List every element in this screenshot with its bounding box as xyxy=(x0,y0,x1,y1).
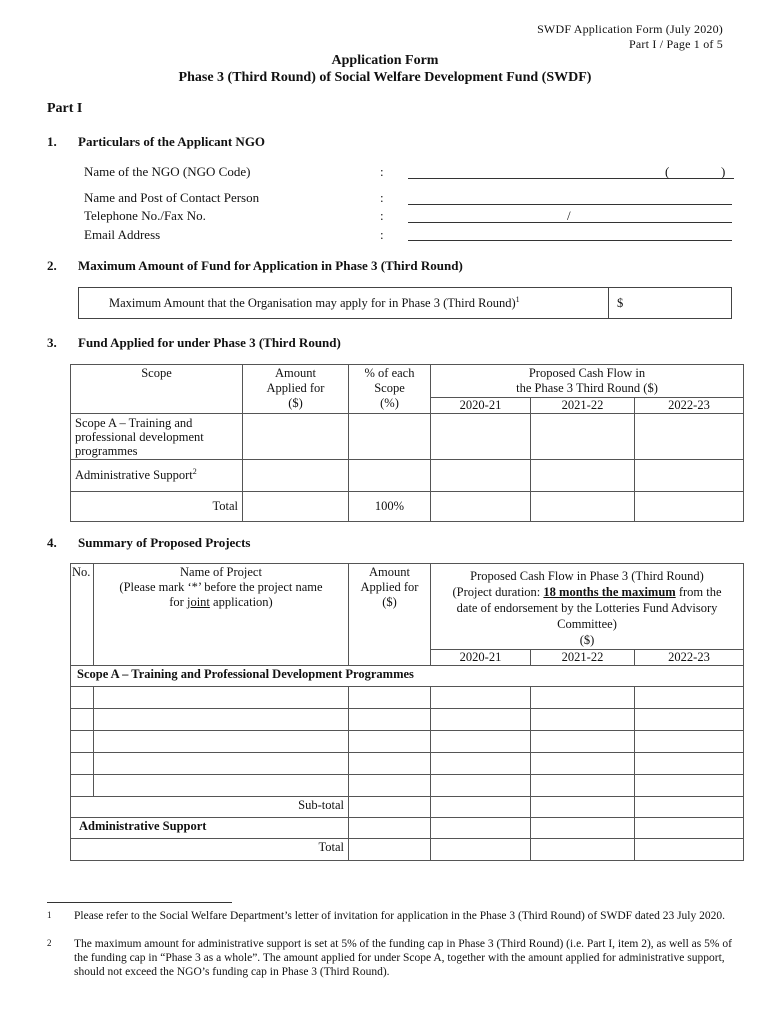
row-total-label: Total xyxy=(71,492,243,522)
project-2020-21-input[interactable] xyxy=(431,753,531,775)
header-amount-applied: Amount Applied for ($) xyxy=(243,365,349,414)
form-reference: SWDF Application Form (July 2020) xyxy=(537,22,723,36)
project-no-input[interactable] xyxy=(71,731,94,753)
scope-a-group-label: Scope A – Training and Professional Development Programmes xyxy=(71,666,744,687)
project-2020-21-input[interactable] xyxy=(431,775,531,797)
table-row xyxy=(71,709,744,731)
project-amount-input[interactable] xyxy=(349,775,431,797)
admin-support-2022-23-input[interactable] xyxy=(635,818,744,839)
ngo-name-label: Name of the NGO (NGO Code) xyxy=(84,164,251,179)
project-2022-23-input[interactable] xyxy=(635,687,744,709)
section-2-number: 2. xyxy=(47,258,57,273)
scope-a-2020-21-input[interactable] xyxy=(431,414,531,460)
scope-a-2022-23-input[interactable] xyxy=(635,414,744,460)
project-amount-input[interactable] xyxy=(349,731,431,753)
subtotal-2021-22-input[interactable] xyxy=(531,797,635,818)
email-colon: : xyxy=(380,227,384,242)
total-2022-23-input[interactable] xyxy=(635,492,744,522)
project-2022-23-input[interactable] xyxy=(635,731,744,753)
project-2022-23-input[interactable] xyxy=(635,709,744,731)
footnote-2-text: The maximum amount for administrative support is set at 5% of the funding cap in Phase 3 (Third Round) (i.e. Part I, item 2), as well as 5% of the funding cap in “Phase 3 as a whole”. The amount applied for under Scope A, together with the amount applied for administrative support, should not exceed the NGO’s funding cap in Phase 3 (Third Round). xyxy=(74,938,732,978)
section-1-number: 1. xyxy=(47,134,57,149)
project-no-input[interactable] xyxy=(71,775,94,797)
grand-total-label: Total xyxy=(71,839,349,861)
form-title: Application Form xyxy=(331,53,439,68)
section-4-number: 4. xyxy=(47,535,57,550)
project-no-input[interactable] xyxy=(71,753,94,775)
ngo-name-colon: : xyxy=(380,164,384,179)
admin-support-amount-input[interactable] xyxy=(349,818,431,839)
telephone-fax-slash: / xyxy=(567,208,571,223)
admin-2021-22-input[interactable] xyxy=(531,460,635,492)
total-percentage: 100% xyxy=(349,492,431,522)
project-name-input[interactable] xyxy=(94,687,349,709)
project-name-input[interactable] xyxy=(94,709,349,731)
header-percentage: % of each Scope (%) xyxy=(349,365,431,414)
telephone-fax-label: Telephone No./Fax No. xyxy=(84,208,206,223)
header-year-2022-23: 2022-23 xyxy=(635,398,744,414)
project-2022-23-input[interactable] xyxy=(635,775,744,797)
project-2021-22-input[interactable] xyxy=(531,775,635,797)
header-year-2020-21: 2020-21 xyxy=(431,398,531,414)
header-cash-flow: Proposed Cash Flow in Phase 3 (Third Round) (Project duration: 18 months the maximum from the date of endorsement by the Lotteries Fund Advisory Committee) ($) xyxy=(431,564,744,650)
project-2022-23-input[interactable] xyxy=(635,753,744,775)
admin-2020-21-input[interactable] xyxy=(431,460,531,492)
table-row xyxy=(71,775,744,797)
project-2020-21-input[interactable] xyxy=(431,709,531,731)
total-amount-input[interactable] xyxy=(243,492,349,522)
project-no-input[interactable] xyxy=(71,687,94,709)
section-2-title: Maximum Amount of Fund for Application in Phase 3 (Third Round) xyxy=(78,258,463,273)
proposed-projects-table xyxy=(70,563,744,861)
project-2020-21-input[interactable] xyxy=(431,687,531,709)
contact-person-label: Name and Post of Contact Person xyxy=(84,190,260,205)
table-row xyxy=(71,731,744,753)
page-reference: Part I / Page 1 of 5 xyxy=(629,37,723,51)
admin-amount-input[interactable] xyxy=(243,460,349,492)
part-label: Part I xyxy=(47,101,83,116)
admin-support-2021-22-input[interactable] xyxy=(531,818,635,839)
total-2020-21-input[interactable] xyxy=(431,492,531,522)
project-amount-input[interactable] xyxy=(349,687,431,709)
contact-person-colon: : xyxy=(380,190,384,205)
subtotal-2020-21-input[interactable] xyxy=(431,797,531,818)
scope-a-amount-input[interactable] xyxy=(243,414,349,460)
admin-support-label: Administrative Support xyxy=(71,818,349,839)
email-field[interactable] xyxy=(408,240,732,241)
header-cash-flow: Proposed Cash Flow in the Phase 3 Third Round ($) xyxy=(431,365,744,398)
admin-support-2020-21-input[interactable] xyxy=(431,818,531,839)
maximum-amount-table xyxy=(78,287,732,319)
section-4-title: Summary of Proposed Projects xyxy=(78,535,251,550)
header-year-2020-21: 2020-21 xyxy=(431,650,531,666)
footnote-2-number: 2 xyxy=(47,938,52,948)
project-2020-21-input[interactable] xyxy=(431,731,531,753)
telephone-fax-colon: : xyxy=(380,208,384,223)
scope-a-2021-22-input[interactable] xyxy=(531,414,635,460)
section-3-number: 3. xyxy=(47,335,57,350)
footnote-1-ref: 1 xyxy=(515,294,520,304)
project-2021-22-input[interactable] xyxy=(531,687,635,709)
header-project-name: Name of Project (Please mark ‘*’ before the project name for joint application) xyxy=(94,564,349,666)
project-amount-input[interactable] xyxy=(349,753,431,775)
currency-symbol: $ xyxy=(617,295,624,310)
header-year-2022-23: 2022-23 xyxy=(635,650,744,666)
grand-total-amount-input[interactable] xyxy=(349,839,431,861)
header-year-2021-22: 2021-22 xyxy=(531,398,635,414)
maximum-amount-input[interactable] xyxy=(609,288,732,319)
project-2021-22-input[interactable] xyxy=(531,709,635,731)
total-2021-22-input[interactable] xyxy=(531,492,635,522)
footnote-1-text: Please refer to the Social Welfare Department’s letter of invitation for application in the Phase 3 (Third Round) of SWDF dated 23 July 2020. xyxy=(74,910,726,922)
form-subtitle: Phase 3 (Third Round) of Social Welfare Development Fund (SWDF) xyxy=(178,70,592,85)
header-no: No. xyxy=(71,564,94,666)
section-3-title: Fund Applied for under Phase 3 (Third Round) xyxy=(78,335,341,350)
grand-total-2021-22-input[interactable] xyxy=(531,839,635,861)
project-2021-22-input[interactable] xyxy=(531,731,635,753)
table-row xyxy=(71,687,744,709)
project-name-input[interactable] xyxy=(94,753,349,775)
footnote-1-number: 1 xyxy=(47,910,52,920)
admin-2022-23-input[interactable] xyxy=(635,460,744,492)
ngo-code-open-paren: ( xyxy=(665,164,670,179)
scope-a-percentage-input[interactable] xyxy=(349,414,431,460)
ngo-code-close-paren: ) xyxy=(721,164,726,179)
row-scope-a-label: Scope A – Training and professional development programmes xyxy=(71,414,243,460)
project-name-input[interactable] xyxy=(94,775,349,797)
admin-percentage-input[interactable] xyxy=(349,460,431,492)
section-1-title: Particulars of the Applicant NGO xyxy=(78,134,266,149)
subtotal-amount-input[interactable] xyxy=(349,797,431,818)
subtotal-2022-23-input[interactable] xyxy=(635,797,744,818)
grand-total-2022-23-input[interactable] xyxy=(635,839,744,861)
fund-applied-table xyxy=(70,364,744,522)
project-amount-input[interactable] xyxy=(349,709,431,731)
header-amount-applied: Amount Applied for ($) xyxy=(349,564,431,666)
table-row xyxy=(71,753,744,775)
contact-person-field[interactable] xyxy=(408,204,732,205)
header-scope: Scope xyxy=(71,365,243,414)
subtotal-label: Sub-total xyxy=(71,797,349,818)
maximum-amount-label: Maximum Amount that the Organisation may apply for in Phase 3 (Third Round)$^1$ xyxy=(79,288,609,319)
header-year-2021-22: 2021-22 xyxy=(531,650,635,666)
project-2021-22-input[interactable] xyxy=(531,753,635,775)
email-label: Email Address xyxy=(84,227,161,242)
row-admin-label: Administrative Support$^2$ xyxy=(71,460,243,492)
footnote-divider xyxy=(47,902,232,903)
project-name-input[interactable] xyxy=(94,731,349,753)
footnote-2-ref: 2 xyxy=(192,466,197,476)
ngo-name-field[interactable] xyxy=(408,178,734,179)
project-no-input[interactable] xyxy=(71,709,94,731)
grand-total-2020-21-input[interactable] xyxy=(431,839,531,861)
